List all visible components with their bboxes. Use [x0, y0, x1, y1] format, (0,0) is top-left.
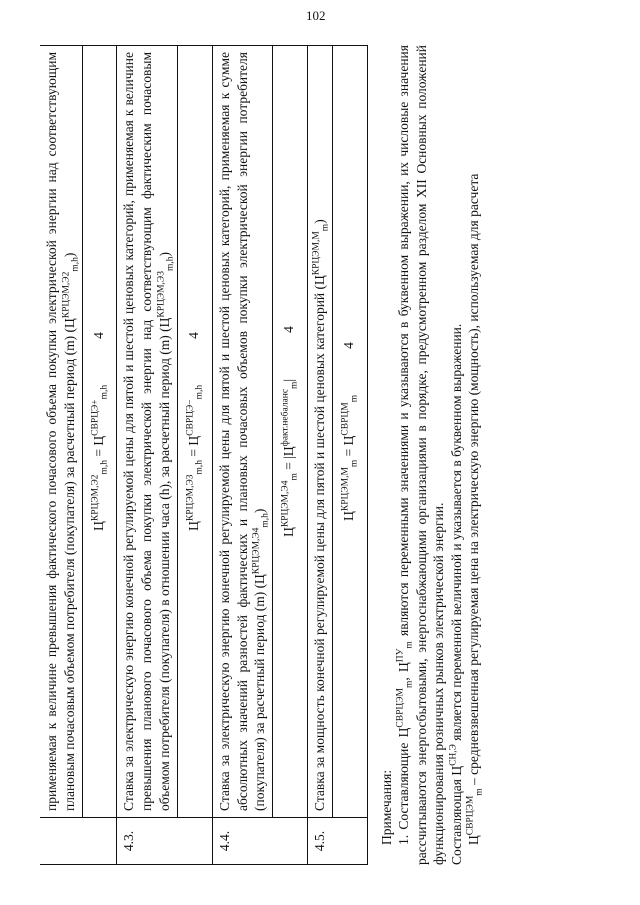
table-row-formula — [332, 46, 367, 865]
table-row-formula — [177, 46, 212, 865]
tariff-table — [40, 45, 368, 865]
formula-number: 4 — [185, 332, 201, 339]
table-row — [212, 46, 272, 865]
row-number: 4.3. — [117, 818, 212, 865]
row-number: 4.4. — [212, 818, 307, 865]
note-3: $Ц^{СВРЦЭМ}_m$ – средневзвешенная регулируемая цена на электрическую энергию (мощность), используемая для расчета — [465, 173, 485, 845]
row-description: Ставка за мощность конечной регулируемой цены для пятой и шестой ценовых категорий $(Ц^{КРЦЭМ,М}_m)$ — [307, 46, 332, 818]
formula-number: 4 — [340, 342, 356, 349]
table-row-formula — [82, 46, 117, 865]
row-description: Ставка за электрическую энергию конечной регулируемой цены для пятой и шестой ценовых категорий, применяемая к величине превышения планового почасового объема покупки электрической энергии над соответствующим фактическим почасовым объемом потребителя (покупателя) в отношении часа (h), за расчетный период (m) $(Ц^{КРЦЭМ,Э3}_{m,h})$ — [117, 46, 177, 818]
row-description: применяемая к величине превышения фактического почасового объема покупки электрической энергии над соответствующим плановым почасовым объемом потребителя (покупателя) за расчетный период (m) $(Ц^{КРЦЭМ,Э2}_{m,h})$ — [40, 46, 82, 818]
table-row-formula — [273, 46, 308, 865]
row-description: Ставка за электрическую энергию конечной регулируемой цены для пятой и шестой ценовых категорий, применяемая к сумме абсолютных значений разностей фактических и плановых почасовых объемов покупки электрической энергии потребителя (покупателя) за расчетный период (m) $(Ц^{КРЦЭМ,Э4}_{m,h})$ — [212, 46, 272, 818]
row-number: 4.5. — [307, 818, 367, 865]
notes-heading: Примечания: — [378, 769, 394, 845]
page-number: 102 — [306, 8, 326, 23]
row-formula: $Ц^{КРЦЭМ,Э2}_{m,h} = Ц^{СВРЦЭ+}_{m,h}4$ — [82, 46, 117, 818]
formula-number: 4 — [281, 326, 297, 333]
row-formula: $Ц^{КРЦЭМ,Э3}_{m,h} = Ц^{СВРЦЭ-}_{m,h}4$ — [177, 46, 212, 818]
table-row — [307, 46, 332, 865]
table-row — [117, 46, 177, 865]
rotated-page-content — [40, 45, 630, 865]
row-number — [40, 818, 117, 865]
formula-number: 4 — [90, 332, 106, 339]
note-1: 1. Составляющие $Ц^{СВРЦЭМ}_m$, $Ц^{ПУ}_m$ являются переменными значениями и указываются в буквенном выражении, их числовые значения рассчитываются энергосбытовыми, энергоснабжающими организациями в порядке, предусмотренном разделом XII Основных положений функционирования розничных рынков электрической энергии. — [395, 45, 447, 865]
note-2: Составляющая $Ц^{СН,Э}$ является переменной величиной и указывается в буквенном выражении. — [448, 323, 464, 865]
notes-section — [378, 45, 483, 865]
row-formula: $Ц^{КРЦЭМ,Э4}_m = |Ц^{факт.небаланс}_m|4$ — [273, 46, 308, 818]
table-row — [40, 46, 82, 865]
row-formula: $Ц^{КРЦЭМ,М}_m = Ц^{СВРЦМ}_m4$ — [332, 46, 367, 818]
